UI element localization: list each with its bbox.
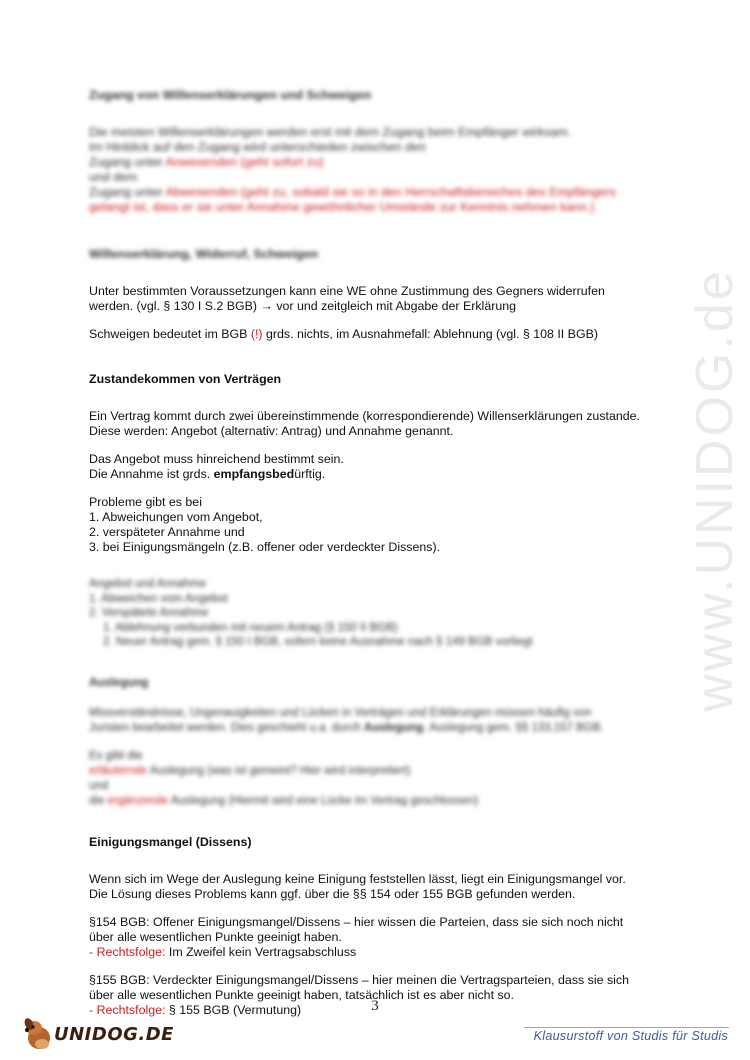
text-line: Die Lösung dieses Problems kann ggf. über die §§ 154 oder 155 BGB gefunden werden. bbox=[89, 886, 576, 901]
section-dissens bbox=[89, 835, 659, 1018]
watermark: www.UNIDOG.de bbox=[686, 268, 744, 712]
section-zustandekommen bbox=[89, 372, 659, 555]
list-item: 1. Abweichungen vom Angebot, bbox=[89, 510, 263, 524]
highlight-text: - Rechtsfolge: bbox=[89, 1002, 166, 1017]
text-line: Probleme gibt es bei bbox=[89, 495, 202, 509]
text-line: über alle wesentlichen Punkte geeinigt haben. bbox=[89, 929, 342, 944]
text-line: - Rechtsfolge: § 155 BGB (Vermutung) bbox=[89, 1002, 302, 1017]
text-line: über alle wesentlichen Punkte geeinigt haben, tatsächlich ist es aber nicht so. bbox=[89, 987, 514, 1002]
text-line: - Rechtsfolge: Im Zweifel kein Vertragsabschluss bbox=[89, 944, 357, 959]
section-widerruf bbox=[89, 247, 659, 342]
section-zugang bbox=[89, 88, 659, 215]
list-item: 2. Verspätete Annahme bbox=[89, 607, 209, 619]
footer-tagline: Klausurstoff von Studis für Studis bbox=[533, 1029, 728, 1043]
text-line: Wenn sich im Wege der Auslegung keine Einigung feststellen lässt, liegt ein Einigungsmangel vor. bbox=[89, 871, 626, 886]
dog-mascot-icon bbox=[22, 1014, 56, 1052]
text-line: Diese werden: Angebot (alternativ: Antrag) und Annahme genannt. bbox=[89, 424, 454, 438]
text-line: Die Annahme ist grds. empfangsbedürftig. bbox=[89, 467, 326, 481]
highlight-text: erläuternde bbox=[89, 764, 148, 777]
document-body bbox=[89, 88, 659, 1018]
text-line: und dem bbox=[89, 170, 138, 184]
text-line: §154 BGB: Offener Einigungsmangel/Dissens – hier wissen die Parteien, dass sie sich noch nicht bbox=[89, 914, 624, 929]
list-item: 2. Neuer Antrag gem. § 150 I BGB, sofern keine Ausnahme nach § 149 BGB vorliegt bbox=[103, 636, 533, 648]
text-line: Schweigen bedeutet im BGB (!) grds. nichts, im Ausnahmefall: Ablehnung (vgl. § 108 II BGB) bbox=[89, 327, 598, 341]
logo-text: UNIDOG.DE bbox=[54, 1024, 174, 1045]
text-line: Unter bestimmten Voraussetzungen kann eine WE ohne Zustimmung des Gegners widerrufen bbox=[89, 284, 605, 298]
section-heading: Willenserklärung, Widerruf, Schweigen bbox=[89, 247, 319, 261]
list-item: 1. Abweichen vom Angebot bbox=[89, 592, 228, 605]
text-line: Ein Vertrag kommt durch zwei übereinstimmende (korrespondierende) Willenserklärungen zustande. bbox=[89, 409, 640, 423]
highlight-text: - Rechtsfolge: bbox=[89, 944, 166, 959]
text-line: und bbox=[89, 779, 109, 792]
list-item: 1. Ablehnung verbunden mit neuem Antrag (§ 150 II BGB) bbox=[103, 621, 398, 634]
highlight-text: (!) bbox=[250, 327, 263, 341]
section-heading: Zugang von Willenserklärungen und Schweigen bbox=[89, 88, 372, 102]
text-line: erläuternde Auslegung (was ist gemeint? Hier wird interpretiert) bbox=[89, 764, 411, 777]
section-heading: Auslegung bbox=[89, 676, 149, 689]
highlight-text: Anwesenden (geht sofort zu) bbox=[165, 155, 324, 169]
highlight-text: Abwesenden (geht zu, sobald sie so in den Herrschaftsbereiches des Empfängers bbox=[165, 185, 616, 199]
text-line: §155 BGB: Verdeckter Einigungsmangel/Dissens – hier meinen die Vertragsparteien, dass sie sich bbox=[89, 972, 629, 987]
text-line: Angebot und Annahme bbox=[89, 578, 207, 590]
text-line: Missverständnisse, Ungenauigkeiten und Lücken in Verträgen und Erklärungen müssen häufig von bbox=[89, 706, 592, 719]
list-item: 2. verspäteter Annahme und bbox=[89, 525, 245, 539]
text-line: Die meisten Willenserklärungen werden erst mit dem Zugang beim Empfänger wirksam. bbox=[89, 125, 572, 139]
section-heading: Einigungsmangel (Dissens) bbox=[89, 834, 252, 849]
section-heading: Zustandekommen von Verträgen bbox=[89, 372, 282, 386]
page-number: 3 bbox=[371, 998, 379, 1014]
text-line: Im Hinblick auf den Zugang wird unterschieden zwischen den bbox=[89, 140, 426, 154]
section-auslegung bbox=[89, 676, 659, 809]
highlight-text: gelangt ist, dass er sie unter Annahme gewöhnlicher Umstände zur Kenntnis nehmen kann.) bbox=[89, 200, 595, 214]
section-angebot bbox=[89, 577, 659, 650]
text-line: Das Angebot muss hinreichend bestimmt sein. bbox=[89, 452, 344, 466]
list-item: 3. bei Einigungsmängeln (z.B. offener oder verdeckter Dissens). bbox=[89, 540, 441, 554]
text-line: werden. (vgl. § 130 I S.2 BGB) → vor und zeitgleich mit Abgabe der Erklärung bbox=[89, 299, 517, 313]
highlight-text: ergänzende bbox=[107, 794, 169, 807]
text-line: Zugang unter Anwesenden (geht sofort zu) bbox=[89, 155, 324, 169]
footer-divider bbox=[524, 1027, 729, 1028]
text-line: Es gibt die bbox=[89, 749, 143, 762]
text-line: Zugang unter Abwesenden (geht zu, sobald sie so in den Herrschaftsbereiches des Empfängers bbox=[89, 185, 616, 199]
unidog-logo bbox=[22, 1014, 182, 1054]
text-line: die ergänzende Auslegung (Hiermit wird eine Lücke im Vertrag geschlossen) bbox=[89, 794, 479, 807]
text-line: Juristen bearbeitet werden. Dies geschieht u.a. durch Auslegung. Auslegung gem. §§ 133,157 BGB. bbox=[89, 721, 604, 734]
